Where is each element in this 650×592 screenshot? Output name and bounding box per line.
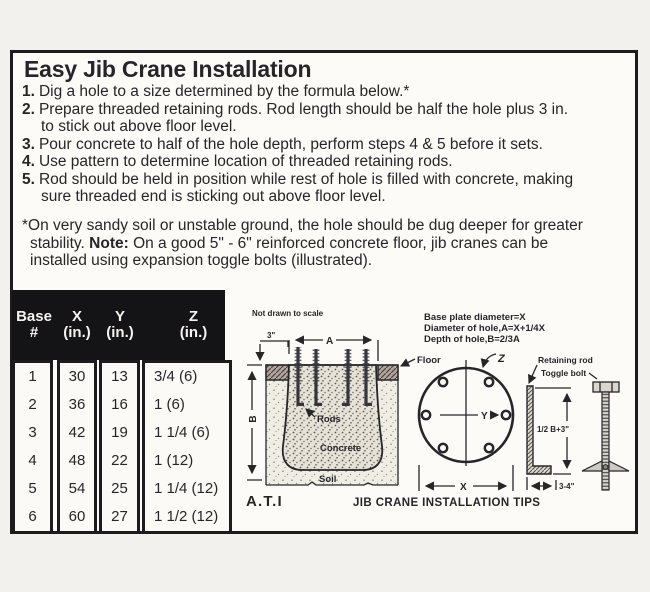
table-cell: 3/4 (6) xyxy=(154,368,198,385)
toggle-bolt-label: Toggle bolt xyxy=(541,368,587,378)
step-item xyxy=(22,171,630,206)
not-to-scale-label: Not drawn to scale xyxy=(252,309,324,318)
table-cell: 1 (6) xyxy=(154,396,185,413)
note-label: Note: xyxy=(89,234,129,252)
dim-x-label: X xyxy=(460,482,467,493)
content-frame xyxy=(10,50,638,534)
footnote-text: stability. xyxy=(30,234,90,252)
dim-b-label: B xyxy=(248,415,259,423)
table-cell: 60 xyxy=(68,508,86,525)
table-cell: 48 xyxy=(68,452,86,469)
step-number: 1. xyxy=(22,83,35,100)
install-steps xyxy=(22,83,630,206)
step-number: 2. xyxy=(22,100,35,118)
footnote-text: On a good 5" - 6" reinforced concrete floor, jib cranes can be xyxy=(128,234,549,252)
soil-label: Soil xyxy=(319,474,337,485)
step-item xyxy=(22,136,630,154)
diagram-caption: JIB CRANE INSTALLATION TIPS xyxy=(353,497,541,509)
installation-diagram xyxy=(236,298,640,538)
table-cell: 30 xyxy=(68,368,86,385)
table-column-x xyxy=(57,360,97,534)
table-cell: 4 xyxy=(28,452,37,469)
formula-base-plate: Base plate diameter=X xyxy=(424,312,526,323)
footnote-line xyxy=(22,235,630,253)
step-text: Dig a hole to a size determined by the formula below.* xyxy=(38,83,410,100)
retaining-rod-label: Retaining rod xyxy=(538,355,593,365)
table-cell: 1 (12) xyxy=(154,452,194,469)
step-number: 4. xyxy=(22,153,35,170)
table-cell: 1 xyxy=(28,368,37,385)
step-text-cont: sure threaded end is sticking out above floor level. xyxy=(41,188,386,205)
dimensions-table xyxy=(12,290,233,534)
header-cell: Z (in.) xyxy=(179,307,208,341)
step-text-cont: to stick out above floor level. xyxy=(41,118,237,135)
footnote xyxy=(22,217,630,270)
table-cell: 22 xyxy=(111,452,128,469)
table-cell: 2 xyxy=(28,396,37,413)
footnote-line: installed using expansion toggle bolts (illustrated). xyxy=(30,252,373,269)
table-cell: 27 xyxy=(111,508,128,525)
dim-y-label: Y xyxy=(481,411,488,422)
step-item xyxy=(22,83,630,101)
toggle-depth-label: 3-4" xyxy=(559,482,575,491)
step-text: Use pattern to determine location of threaded retaining rods. xyxy=(38,153,453,170)
table-column-y xyxy=(99,360,140,534)
dim-3in-label: 3" xyxy=(267,331,276,340)
table-cell: 36 xyxy=(68,396,86,413)
footnote-line: *On very sandy soil or unstable ground, the hole should be dug deeper for greater xyxy=(22,217,583,234)
floor-label: Floor xyxy=(417,355,441,366)
step-number: 5. xyxy=(22,170,35,188)
dim-z-label: Z xyxy=(498,353,505,365)
table-cell: 3 xyxy=(28,424,37,441)
table-column-base xyxy=(12,360,53,534)
concrete-label: Concrete xyxy=(320,443,362,454)
header-cell: Y (in.) xyxy=(106,307,134,341)
header-cell: Base # xyxy=(16,307,52,341)
bolt-pattern-diagram xyxy=(419,353,513,493)
brand-label: A.T.I xyxy=(246,493,283,510)
header-cell: X (in.) xyxy=(63,307,91,341)
table-cell: 54 xyxy=(68,480,86,497)
cross-section-diagram xyxy=(247,331,441,485)
table-cell: 42 xyxy=(68,424,86,441)
table-cell: 1 1/4 (12) xyxy=(154,480,219,497)
step-text: Pour concrete to half of the hole depth, perform steps 4 & 5 before it sets. xyxy=(38,135,543,153)
step-item xyxy=(22,101,630,136)
table-header xyxy=(12,290,225,360)
table-body xyxy=(12,360,233,534)
table-cell: 5 xyxy=(28,480,37,497)
dim-a-label: A xyxy=(326,336,334,347)
table-cell: 1 1/4 (6) xyxy=(154,424,210,441)
step-text: Rod should be held in position while rest of hole is filled with concrete, making xyxy=(38,170,574,188)
table-cell: 19 xyxy=(111,424,128,441)
formula-hole-diameter: Diameter of hole,A=X+1/4X xyxy=(424,323,545,334)
table-column-z xyxy=(142,360,232,534)
table-cell: 1 1/2 (12) xyxy=(154,508,219,525)
step-number: 3. xyxy=(22,135,35,153)
rod-length-label: 1/2 B+3" xyxy=(536,425,569,434)
page-title: Easy Jib Crane Installation xyxy=(24,56,312,82)
rods-label: Rods xyxy=(317,414,341,425)
table-cell: 16 xyxy=(111,396,128,413)
table-cell: 25 xyxy=(111,480,128,497)
formula-hole-depth: Depth of hole,B=2/3A xyxy=(424,334,520,345)
step-text: Prepare threaded retaining rods. Rod length should be half the hole plus 3 in. xyxy=(38,100,569,118)
step-item xyxy=(22,153,630,171)
table-cell: 13 xyxy=(111,368,128,385)
table-cell: 6 xyxy=(28,508,37,525)
